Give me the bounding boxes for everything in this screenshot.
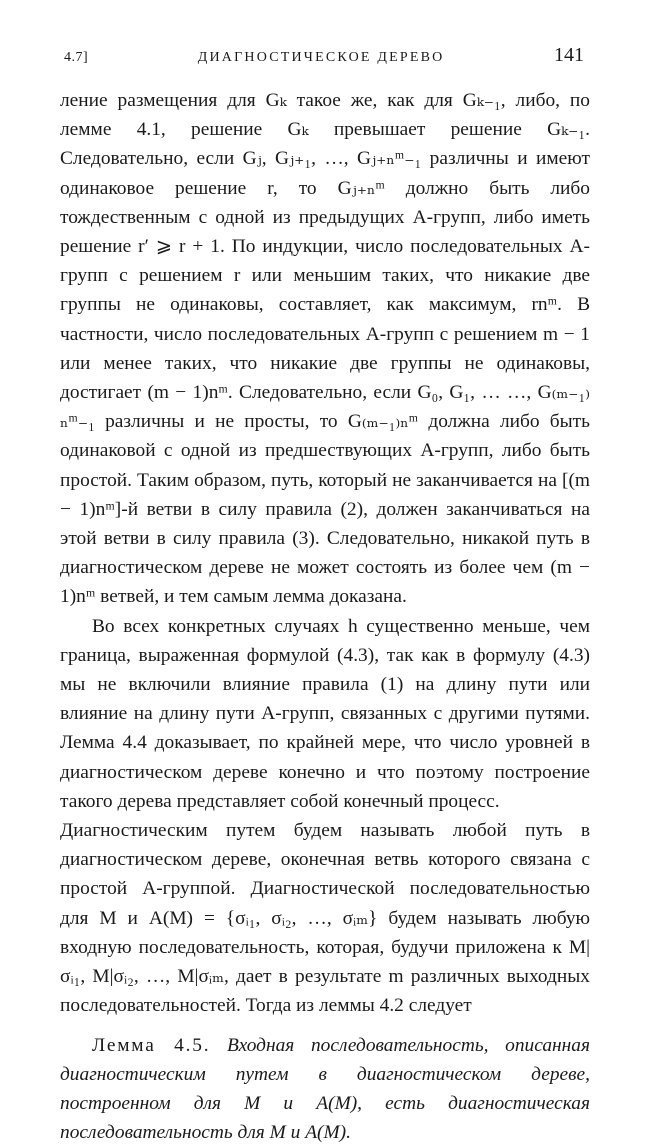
lemma-statement [60,1031,590,1147]
running-title: ДИАГНОСТИЧЕСКОЕ ДЕРЕВО [198,50,445,66]
section-number: 4.7] [64,50,88,66]
lemma-label: Лемма 4.5. [92,1035,210,1056]
running-header [64,44,584,74]
paragraph-bound-discussion: Во всех конкретных случаях h существенно меньше, чем граница, выраженная формулой (4.3), так как в формулу (4.3) мы не включили влияние правила (1) на длину пути или влияние на длину пути A-групп, связанных с другими путями. Лемма 4.4 доказывает, по крайней мере, что число уровней в диагностическом дереве конечно и что поэтому построение такого дерева представляет собой конечный процесс. [60,612,590,816]
page-body [60,86,590,1147]
page-number: 141 [554,44,584,67]
lemma-text: Входная последовательность, описанная диагностическим путем в диагностическом дереве, построенном для M и A(M), есть диагностическая последовательность для M и A(M). [60,1035,590,1144]
paragraph-definitions: Диагностическим путем будем называть любой путь в диагностическом дереве, оконечная ветвь которого связана с простой A-группой. Диагностической последовательностью для M и A(M) = {σᵢ₁, σᵢ₂, …, σᵢₘ} будем называть любую входную последовательность, которая, будучи приложена к M|σᵢ₁, M|σᵢ₂, …, M|σᵢₘ, дает в результате m различных выходных последовательностей. Тогда из леммы 4.2 следует [60,816,590,1020]
paragraph-continued: ление размещения для Gₖ такое же, как для Gₖ₋₁, либо, по лемме 4.1, решение Gₖ превышает решение Gₖ₋₁. Следовательно, если Gⱼ, Gⱼ₊₁, …, Gⱼ₊ₙᵐ₋₁ различны и имеют одинаковое решение r, то Gⱼ₊ₙᵐ должно быть либо тождественным с одной из предыдущих A-групп, либо иметь решение r′ ⩾ r + 1. По индукции, число последовательных A-групп с решением r или меньшим таких, что никакие две группы не одинаковы, составляет, как максимум, rnᵐ. В частности, число последовательных A-групп с решением m − 1 или менее таких, что никакие две группы не одинаковы, достигает (m − 1)nᵐ. Следовательно, если G₀, G₁, … …, G₍ₘ₋₁₎ₙᵐ₋₁ различны и не просты, то G₍ₘ₋₁₎ₙᵐ должна либо быть одинаковой с одной из предшествующих A-групп, либо быть простой. Таким образом, путь, который не заканчивается на [(m − 1)nᵐ]-й ветви в силу правила (2), должен заканчиваться на этой ветви в силу правила (3). Следовательно, никакой путь в диагностическом дереве не может состоять из более чем (m − 1)nᵐ ветвей, и тем самым лемма доказана. [60,86,590,612]
